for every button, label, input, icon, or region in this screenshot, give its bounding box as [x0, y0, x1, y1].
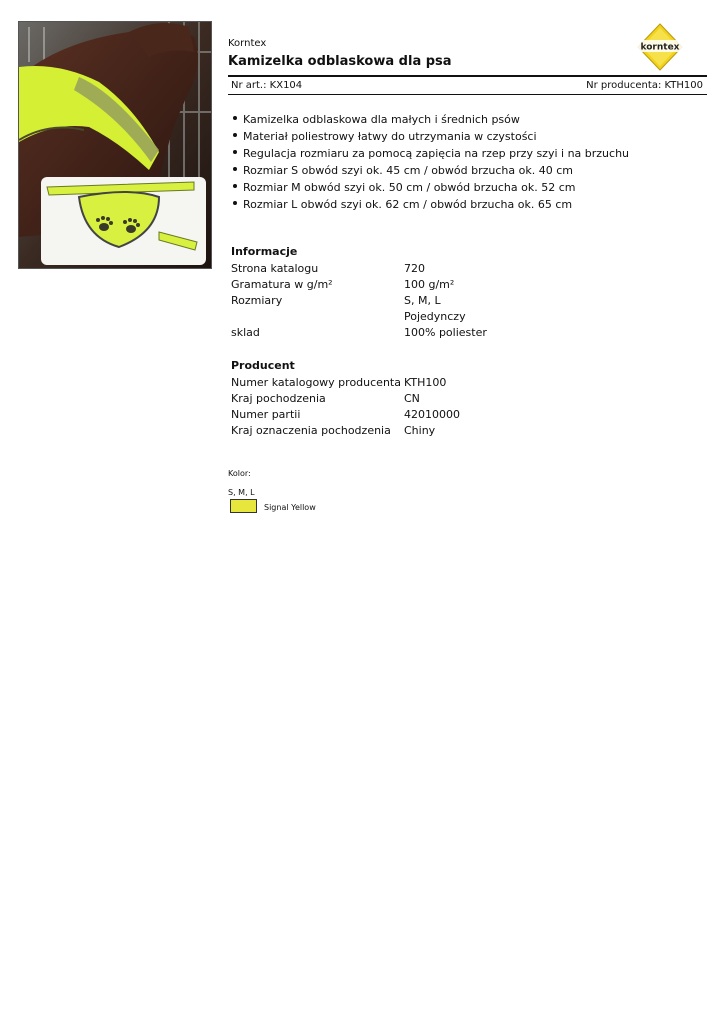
info-value: 100% poliester	[404, 326, 487, 339]
info-row	[231, 325, 487, 341]
producer-row	[231, 407, 460, 423]
feature-item: Rozmiar L obwód szyi ok. 62 cm / obwód brzucha ok. 65 cm	[231, 196, 629, 213]
producer-row	[231, 391, 460, 407]
info-row	[231, 261, 487, 277]
product-photo-illustration	[19, 22, 211, 268]
info-value: 100 g/m²	[404, 278, 455, 291]
info-value: 720	[404, 262, 425, 275]
info-row	[231, 293, 487, 309]
brand-name: Korntex	[228, 38, 267, 49]
producer-key: Kraj oznaczenia pochodzenia	[231, 424, 391, 437]
korntex-logo	[636, 22, 684, 72]
color-swatch	[230, 499, 257, 513]
color-swatch-name: Signal Yellow	[264, 503, 316, 512]
info-key	[231, 309, 404, 325]
producer-value: 42010000	[404, 408, 460, 421]
feature-item: Kamizelka odblaskowa dla małych i średnich psów	[231, 111, 629, 128]
product-photo	[18, 21, 212, 269]
subheader-rule	[228, 94, 707, 95]
producer-value: CN	[404, 392, 420, 405]
feature-item: Regulacja rozmiaru za pomocą zapięcia na rzep przy szyi i na brzuchu	[231, 145, 629, 162]
article-number: Nr art.: KX104	[231, 80, 303, 91]
info-key: sklad	[231, 326, 260, 339]
info-value: S, M, L	[404, 294, 441, 307]
producer-table	[231, 375, 460, 439]
producer-heading: Producent	[231, 359, 295, 372]
color-sizes: S, M, L	[228, 488, 255, 497]
producer-key: Numer katalogowy producenta	[231, 376, 401, 389]
producer-row	[231, 375, 460, 391]
info-heading: Informacje	[231, 245, 298, 258]
manufacturer-number: Nr producenta: KTH100	[586, 80, 703, 91]
logo-text: korntex	[640, 42, 680, 53]
info-table	[231, 261, 487, 341]
producer-value: KTH100	[404, 376, 447, 389]
info-key: Strona katalogu	[231, 262, 319, 275]
info-key: Gramatura w g/m²	[231, 278, 333, 291]
feature-item: Rozmiar M obwód szyi ok. 50 cm / obwód brzucha ok. 52 cm	[231, 179, 629, 196]
info-row	[231, 309, 487, 325]
product-title: Kamizelka odblaskowa dla psa	[228, 54, 452, 69]
info-key: Rozmiary	[231, 294, 283, 307]
feature-item: Rozmiar S obwód szyi ok. 45 cm / obwód brzucha ok. 40 cm	[231, 162, 629, 179]
feature-item: Materiał poliestrowy łatwy do utrzymania w czystości	[231, 128, 629, 145]
header-rule	[228, 75, 707, 77]
producer-row	[231, 423, 460, 439]
info-value: Pojedynczy	[404, 310, 466, 323]
producer-value: Chiny	[404, 424, 436, 437]
producer-key: Numer partii	[231, 408, 301, 421]
color-label: Kolor:	[228, 469, 251, 478]
producer-key: Kraj pochodzenia	[231, 392, 326, 405]
info-row	[231, 277, 487, 293]
feature-list	[231, 111, 629, 213]
